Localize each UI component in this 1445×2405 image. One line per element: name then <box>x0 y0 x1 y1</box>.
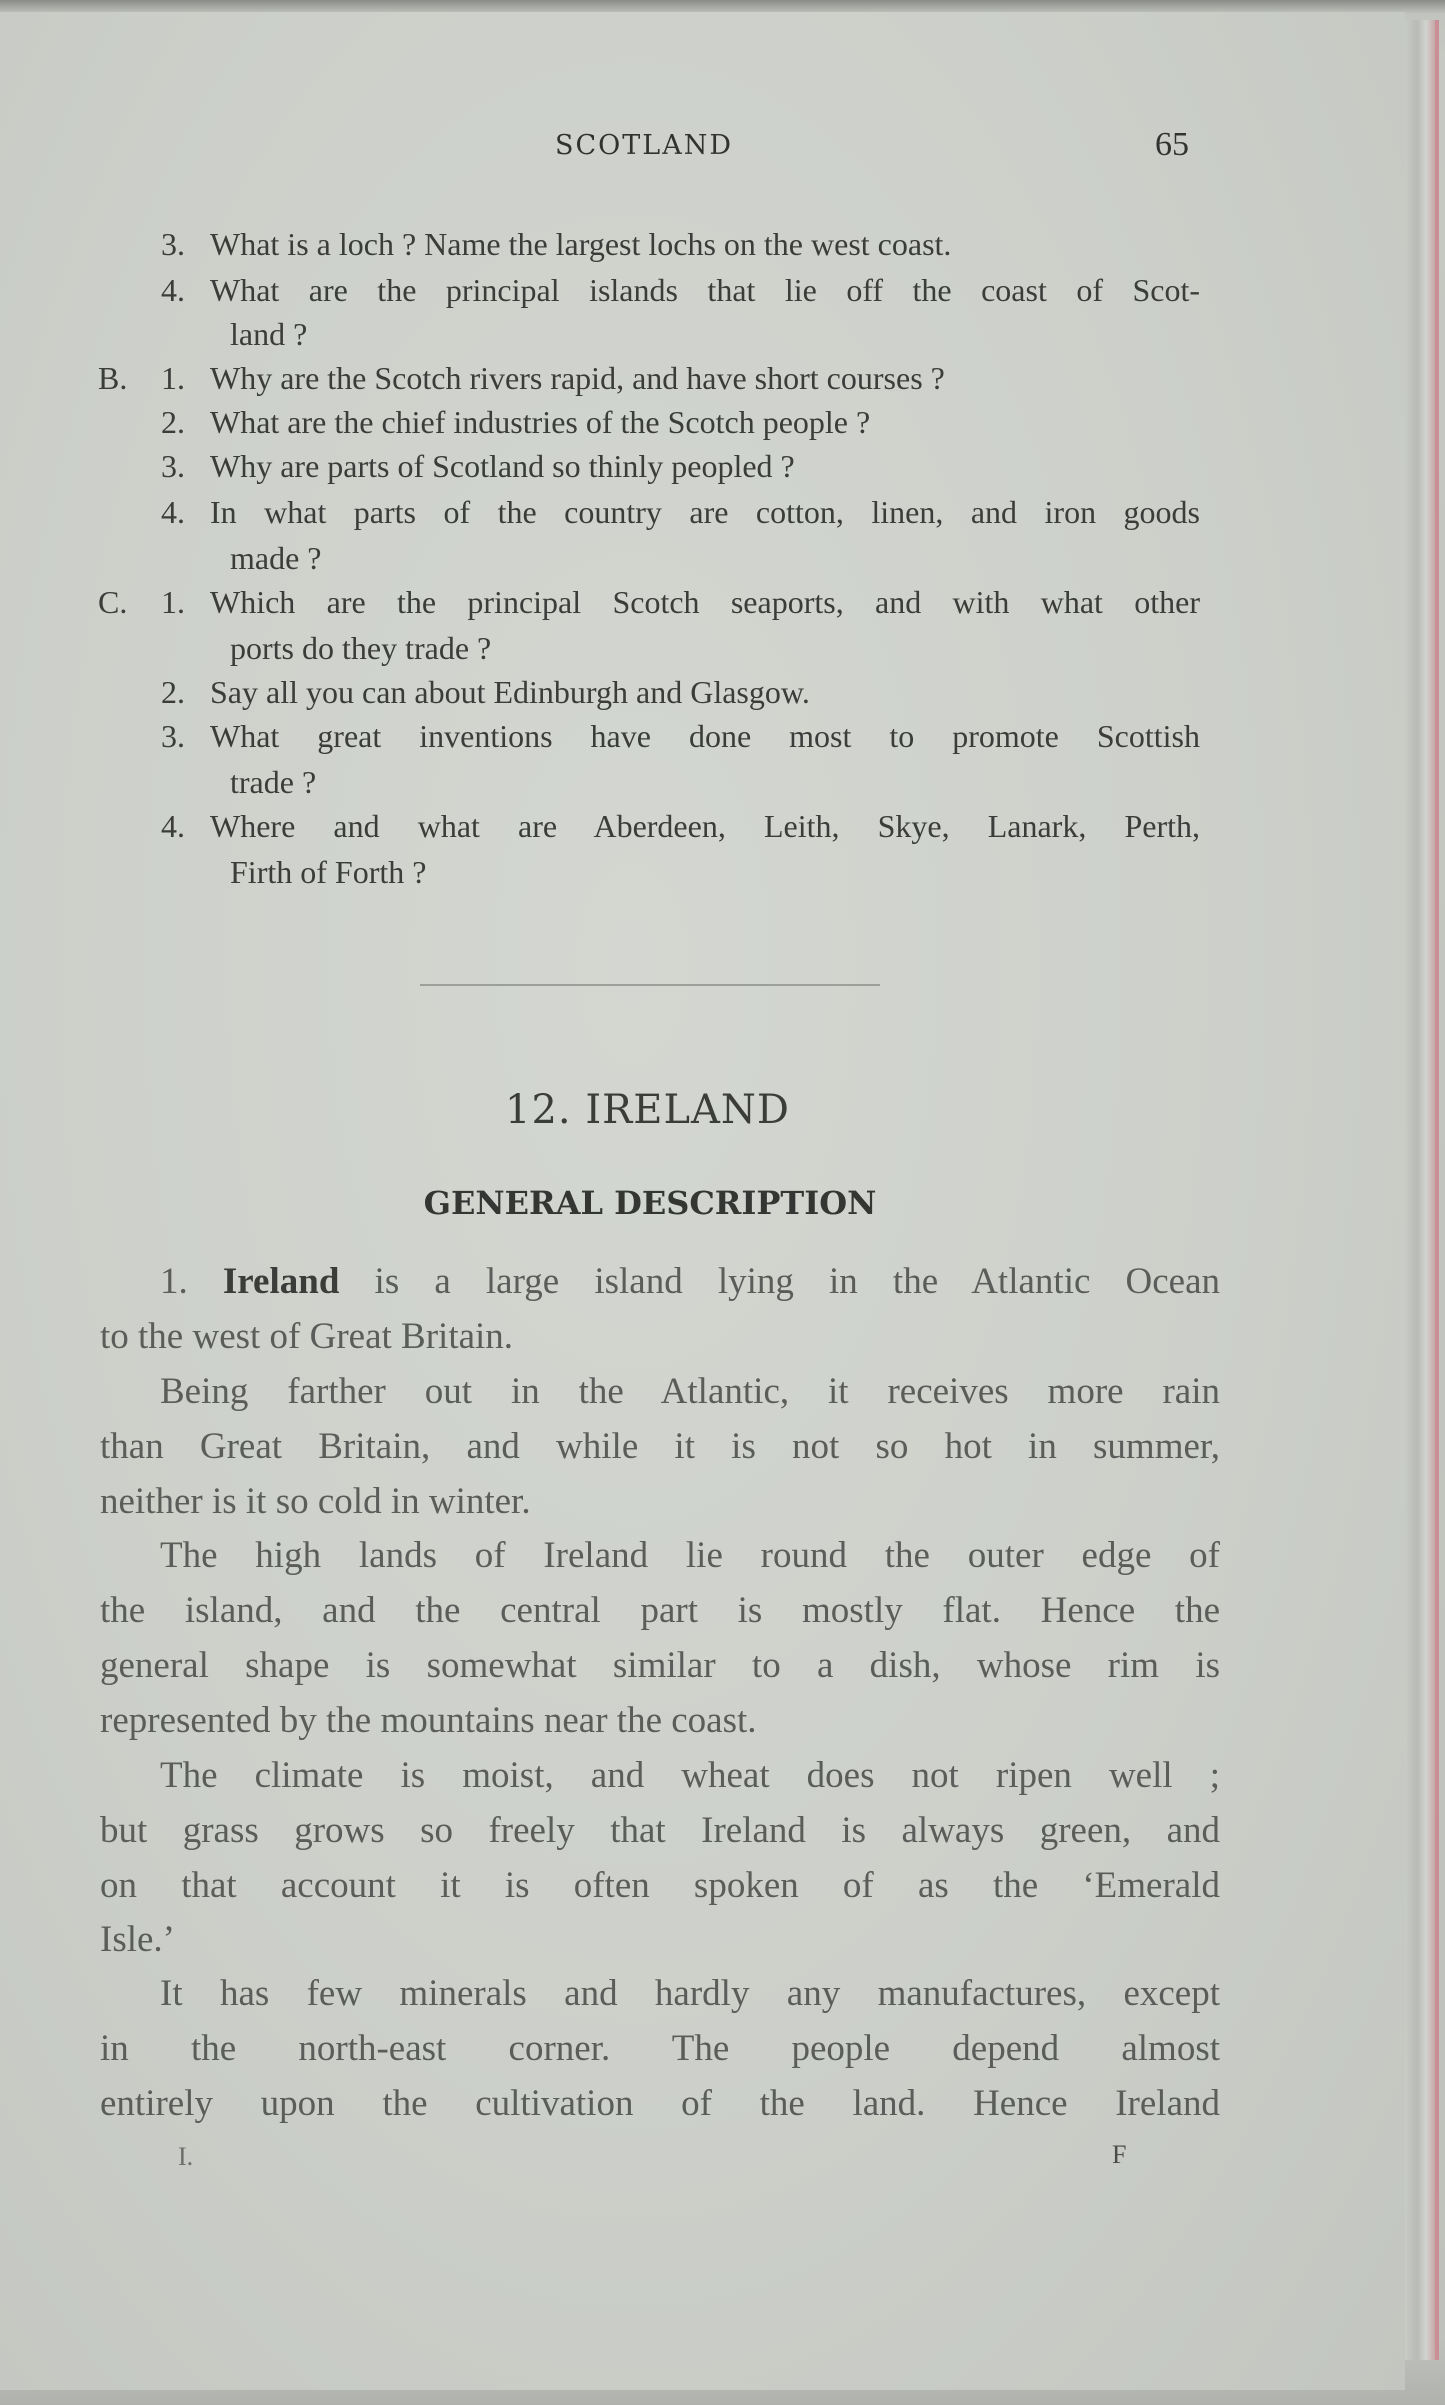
question-number: 3. <box>161 448 185 484</box>
question-number: 1. <box>161 360 185 396</box>
page-stack-edge <box>1405 20 1439 2360</box>
question-text: Why are the Scotch rivers rapid, and have short courses ? <box>210 360 945 396</box>
paragraph-line: but grass grows so freely that Ireland is always green, and <box>100 1810 1220 1851</box>
question-text: What is a loch ? Name the largest lochs on the west coast. <box>210 226 952 262</box>
question-continuation: made ? <box>230 540 322 576</box>
paragraph-line: than Great Britain, and while it is not so hot in summer, <box>100 1426 1220 1467</box>
question-section: B. <box>98 360 128 396</box>
line-text: is a large island lying in the Atlantic Ocean <box>374 1261 1221 1302</box>
question-number: 4. <box>161 808 185 844</box>
question-text: Which are the principal Scotch seaports, and with what other <box>210 584 1200 620</box>
paragraph-line: It has few minerals and hardly any manufactures, except <box>160 1973 1220 2014</box>
paragraph-number: 1. <box>160 1261 188 1302</box>
paragraph-line: entirely upon the cultivation of the land. Hence Ireland <box>100 2083 1220 2124</box>
question-number: 4. <box>161 272 185 308</box>
question-text: What are the chief industries of the Scotch people ? <box>210 404 871 440</box>
paragraph-line: Being farther out in the Atlantic, it receives more rain <box>160 1371 1220 1412</box>
question-text: Why are parts of Scotland so thinly peopled ? <box>210 448 795 484</box>
section-subheading: GENERAL DESCRIPTION <box>423 1184 877 1222</box>
question-continuation: trade ? <box>230 764 317 800</box>
paragraph-line: The high lands of Ireland lie round the outer edge of <box>160 1535 1220 1576</box>
question-section: C. <box>98 584 128 620</box>
question-text: In what parts of the country are cotton, linen, and iron goods <box>210 494 1200 530</box>
question-continuation: ports do they trade ? <box>230 630 492 666</box>
question-text: What are the principal islands that lie off the coast of Scot- <box>210 272 1200 308</box>
paragraph-line: in the north-east corner. The people depend almost <box>100 2028 1220 2069</box>
paragraph-line: on that account it is often spoken of as the ‘Emerald <box>100 1865 1220 1906</box>
question-text: Where and what are Aberdeen, Leith, Skye, Lanark, Perth, <box>210 808 1200 844</box>
question-continuation: Firth of Forth ? <box>230 854 427 890</box>
paragraph-line: represented by the mountains near the coast. <box>100 1700 757 1741</box>
paragraph-line: neither is it so cold in winter. <box>100 1481 531 1522</box>
question-number: 2. <box>161 674 185 710</box>
paragraph-line: the island, and the central part is mostly flat. Hence the <box>100 1590 1220 1631</box>
question-number: 4. <box>161 494 185 530</box>
page-number: 65 <box>1155 126 1189 163</box>
paragraph-line: to the west of Great Britain. <box>100 1316 514 1357</box>
chapter-title: 12. IRELAND <box>505 1087 790 1133</box>
bold-term: Ireland <box>222 1261 340 1302</box>
paragraph-line <box>160 1260 1220 1303</box>
running-head-title: SCOTLAND <box>555 130 733 161</box>
paragraph-line: The climate is moist, and wheat does not ripen well ; <box>160 1755 1220 1796</box>
book-page <box>0 12 1405 2390</box>
question-text: Say all you can about Edinburgh and Glasgow. <box>210 674 810 710</box>
question-number: 1. <box>161 584 185 620</box>
question-number: 2. <box>161 404 185 440</box>
paragraph-line: Isle.’ <box>100 1919 175 1960</box>
signature-mark-right: F <box>1112 2140 1127 2169</box>
paragraph-line: general shape is somewhat similar to a dish, whose rim is <box>100 1645 1220 1686</box>
section-divider <box>420 984 880 986</box>
question-text: What great inventions have done most to promote Scottish <box>210 718 1200 754</box>
question-number: 3. <box>161 718 185 754</box>
question-continuation: land ? <box>230 316 308 352</box>
running-head <box>0 126 1405 170</box>
question-number: 3. <box>161 226 185 262</box>
signature-mark-left: I. <box>178 2142 194 2171</box>
